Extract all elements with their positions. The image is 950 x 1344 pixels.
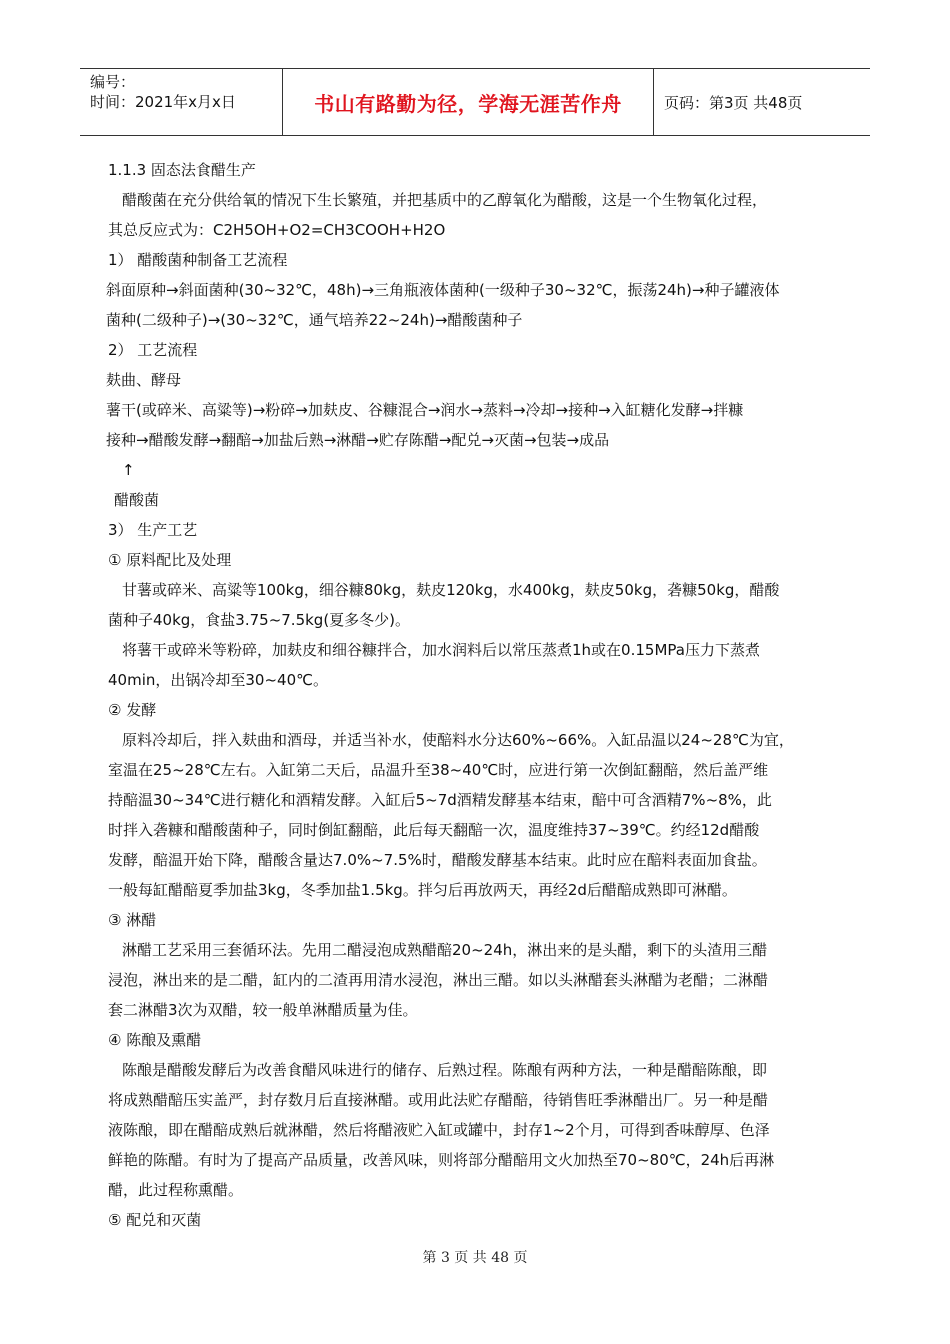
header-motto: 书山有路勤为径，学海无涯苦作舟 [314,91,622,116]
paragraph-line: 陈酿是醋酸发酵后为改善食醋风味进行的储存、后熟过程。陈酿有两种方法，一种是醋醅陈酿，即 [122,1061,768,1079]
flow-line: 斜面原种→斜面菌种(30~32℃，48h)→三角瓶液体菌种(一级种子30~32℃，振荡24h)→种子罐液体 [106,281,780,299]
paragraph-line: 浸泡，淋出来的是二醋，缸内的二渣再用清水浸泡，淋出三醋。如以头淋醋套头淋醋为老醋；二淋醋 [108,971,769,989]
header-page-label: 页码：第3页 共48页 [664,93,803,112]
page-footer: 第 3 页 共 48 页 [422,1250,528,1266]
flow-line: 醋酸菌 [114,491,160,509]
subsection-heading: 2） 工艺流程 [108,341,198,359]
header-left-cell [80,69,283,135]
paragraph-line: 甘薯或碎米、高粱等100kg，细谷糠80kg，麸皮120kg，水400kg，麸皮50kg，砻糠50kg，醋酸 [122,581,780,599]
subsection-heading: 3） 生产工艺 [108,521,198,539]
paragraph-line: 醋，此过程称熏醋。 [108,1181,244,1199]
item-heading: ③ 淋醋 [108,911,157,929]
paragraph-line: 鲜艳的陈醋。有时为了提高产品质量，改善风味，则将部分醋醅用文火加热至70~80℃，24h后再淋 [108,1151,775,1169]
paragraph-line: 淋醋工艺采用三套循环法。先用二醋浸泡成熟醋醅20~24h，淋出来的是头醋，剩下的头渣用三醋 [122,941,768,959]
paragraph-line: 原料冷却后，拌入麸曲和酒母，并适当补水，使醅料水分达60%~66%。入缸品温以24~28℃为宜， [122,731,794,749]
paragraph-line: 持醅温30~34℃进行糖化和酒精发酵。入缸后5~7d酒精发酵基本结束，醅中可含酒精7%~8%，此 [108,791,772,809]
paragraph-line: 一般每缸醋醅夏季加盐3kg，冬季加盐1.5kg。拌匀后再放两天，再经2d后醋醅成熟即可淋醋。 [108,881,737,899]
paragraph-line: 室温在25~28℃左右。入缸第二天后，品温升至38~40℃时，应进行第一次倒缸翻醅，然后盖严维 [108,761,769,779]
item-heading: ① 原料配比及处理 [108,551,232,569]
document-date-label: 时间：2021年x月x日 [90,93,236,111]
flow-line: 薯干(或碎米、高粱等)→粉碎→加麸皮、谷糠混合→润水→蒸料→冷却→接种→入缸糖化发酵→拌糠 [106,401,744,419]
paragraph-line: 醋酸菌在充分供给氧的情况下生长繁殖，并把基质中的乙醇氧化为醋酸，这是一个生物氧化过程， [122,191,768,209]
document-number-label: 编号： [90,73,136,91]
flow-line: 麸曲、酵母 [106,371,182,389]
flow-line: 接种→醋酸发酵→翻醅→加盐后熟→淋醋→贮存陈醋→配兑→灭菌→包装→成品 [106,431,610,449]
paragraph-line: 菌种子40kg，食盐3.75~7.5kg(夏多冬少)。 [108,611,411,629]
item-heading: ④ 陈酿及熏醋 [108,1031,202,1049]
paragraph-line: 40min，出锅冷却至30~40℃。 [108,671,328,689]
item-heading: ② 发酵 [108,701,157,719]
flow-line: 菌种(二级种子)→(30~32℃，通气培养22~24h)→醋酸菌种子 [106,311,523,329]
document-body [108,155,848,1235]
header-page-cell [654,69,870,135]
header-motto-cell [283,69,654,135]
document-header [80,68,870,136]
paragraph-line: 其总反应式为：C2H5OH+O2=CH3COOH+H2O [108,221,446,239]
item-heading: ⑤ 配兑和灭菌 [108,1211,202,1229]
section-heading: 1.1.3 固态法食醋生产 [108,161,256,179]
paragraph-line: 发酵，醅温开始下降，醋酸含量达7.0%~7.5%时，醋酸发酵基本结束。此时应在醅料表面加食盐。 [108,851,767,869]
paragraph-line: 将薯干或碎米等粉碎，加麸皮和细谷糠拌合，加水润料后以常压蒸煮1h或在0.15MPa压力下蒸煮 [122,641,760,659]
paragraph-line: 套二淋醋3次为双醋，较一般单淋醋质量为佳。 [108,1001,418,1019]
up-arrow: ↑ [122,461,135,479]
subsection-heading: 1） 醋酸菌种制备工艺流程 [108,251,288,269]
paragraph-line: 液陈酿，即在醋醅成熟后就淋醋，然后将醋液贮入缸或罐中，封存1~2个月，可得到香味醇厚、色泽 [108,1121,770,1139]
paragraph-line: 时拌入砻糠和醋酸菌种子，同时倒缸翻醅，此后每天翻醅一次，温度维持37~39℃。约经12d醋酸 [108,821,760,839]
paragraph-line: 将成熟醋醅压实盖严，封存数月后直接淋醋。或用此法贮存醋醅，待销售旺季淋醋出厂。另一种是醋 [108,1091,769,1109]
